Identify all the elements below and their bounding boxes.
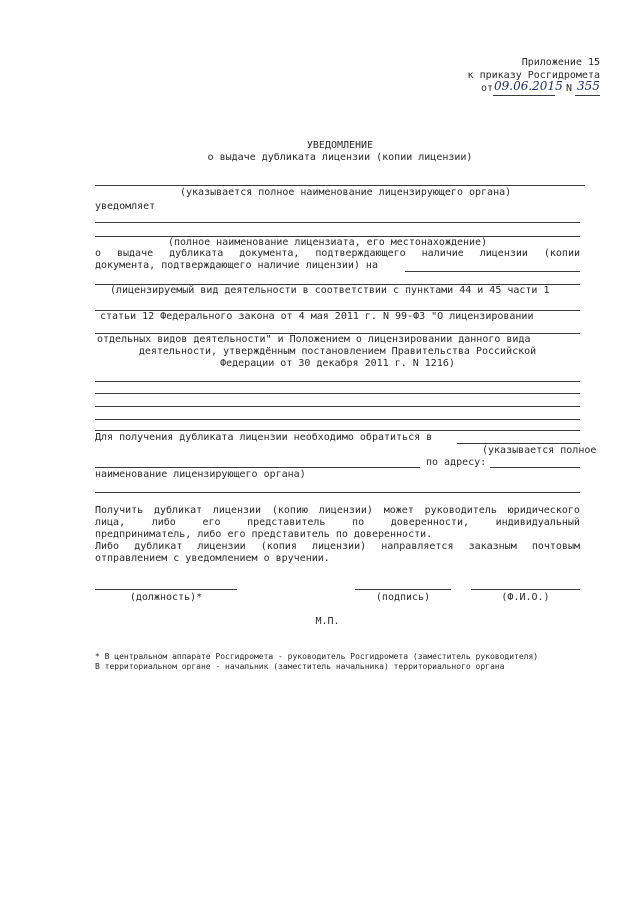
word: лица, <box>95 517 126 528</box>
address-fill-line <box>490 467 580 468</box>
activity-hint-5: Федерации от 30 декабря 2011 г. N 1216) <box>220 358 455 369</box>
obtain-fill-line <box>457 443 580 444</box>
address-label: по адресу: <box>426 457 487 468</box>
activity-hint-4: деятельности, утверждённым постановлением Правительства Российской <box>138 346 537 357</box>
authority-hint: (указывается полное наименование лицензирующего органа) <box>180 187 512 198</box>
word: доверенности, <box>390 517 469 528</box>
word: может <box>383 505 414 516</box>
word: юридического <box>507 505 580 516</box>
order-reference: к приказу Росгидромета <box>467 70 600 81</box>
name-label: (Ф.И.О.) <box>501 592 550 603</box>
signature-line <box>355 589 451 590</box>
word: направляется <box>381 541 454 552</box>
word: выдаче <box>116 248 154 259</box>
date-underline <box>493 95 555 96</box>
activity-hint-2: статьи 12 Федерального закона от 4 мая 2011 г. N 99-ФЗ "О лицензировании <box>100 311 534 322</box>
authority-name-line <box>95 467 420 468</box>
obtain-hint: (указывается полное <box>482 445 597 456</box>
word: заказным <box>468 541 517 552</box>
number-underline <box>575 95 600 96</box>
word: дубликата <box>169 248 224 259</box>
stamp-place: М.П. <box>315 616 340 627</box>
issue-text-line-2: документа, подтверждающего наличие лицензии) на <box>95 260 378 271</box>
word: по <box>352 517 365 528</box>
notifies-label: уведомляет <box>95 201 156 212</box>
obtain-top-line <box>95 430 580 431</box>
word: почтовым <box>531 541 580 552</box>
word: Либо <box>95 541 120 552</box>
word: (копии <box>543 248 580 259</box>
name-line <box>471 589 580 590</box>
activity-hint-3: отдельных видов деятельности" и Положением о лицензировании данного вида <box>97 334 531 345</box>
blank-line <box>95 393 580 394</box>
blank-line <box>95 419 580 420</box>
word: его <box>202 517 221 528</box>
authority-line <box>95 185 585 186</box>
issue-fill-line <box>405 271 580 272</box>
word: дубликат <box>134 541 183 552</box>
issue-text-line-1 <box>95 248 580 260</box>
signature-label: (подпись) <box>375 592 431 603</box>
word: документа, <box>239 248 300 259</box>
footnote-line-1: * В центральном аппарате Росгидромета - руководитель Росгидромета (заместитель руководителя) <box>95 652 539 661</box>
blank-line <box>95 406 580 407</box>
handwritten-date: 09.06.2015 <box>494 79 563 93</box>
word: (копия <box>260 541 297 552</box>
mail-line-2: отправлением с уведомлением о вручении. <box>95 553 330 564</box>
receive-line-3: предприниматель, либо его представитель по доверенности. <box>95 529 433 540</box>
date-prefix: от <box>481 83 494 94</box>
number-sign: N <box>566 83 573 94</box>
word: дубликат <box>153 505 203 516</box>
blank-line <box>95 381 580 382</box>
activity-hint-1: (лицензируемый вид деятельности в соответствии с пунктами 44 и 45 части 1 <box>110 285 550 296</box>
word: лицензии) <box>311 541 367 552</box>
word: лицензии <box>197 541 246 552</box>
document-subtitle: о выдаче дубликата лицензии (копии лицензии) <box>207 152 473 163</box>
receive-line-2 <box>95 517 580 529</box>
word: лицензии <box>212 505 262 516</box>
mail-line-1 <box>95 541 580 553</box>
word: индивидуальный <box>495 517 580 528</box>
word: наличие <box>421 248 464 259</box>
word: Получить <box>95 505 144 516</box>
word: лицензии) <box>318 505 373 516</box>
obtain-hint-2: наименование лицензирующего органа) <box>95 469 306 480</box>
receive-line-1 <box>95 505 580 517</box>
document-title: УВЕДОМЛЕНИЕ <box>306 140 374 151</box>
word: руководитель <box>424 505 497 516</box>
obtain-text: Для получения дубликата лицензии необходимо обратиться в <box>95 432 433 443</box>
footnote-line-2: В территориальном органе - начальник (заместитель начальника) территориального органа <box>95 662 505 671</box>
position-line <box>95 589 237 590</box>
address-line <box>95 492 580 493</box>
licensee-line-1 <box>95 222 580 223</box>
position-label: (должность)* <box>129 592 203 603</box>
licensee-hint: (полное наименование лицензиата, его местонахождение) <box>168 237 488 248</box>
word: представитель <box>247 517 326 528</box>
word: подтверждающего <box>315 248 406 259</box>
word: (копию <box>271 505 308 516</box>
word: либо <box>151 517 176 528</box>
word: лицензии <box>479 248 528 259</box>
handwritten-number: 355 <box>577 79 600 93</box>
appendix-label: Приложение 15 <box>521 57 600 68</box>
word: о <box>95 248 102 259</box>
